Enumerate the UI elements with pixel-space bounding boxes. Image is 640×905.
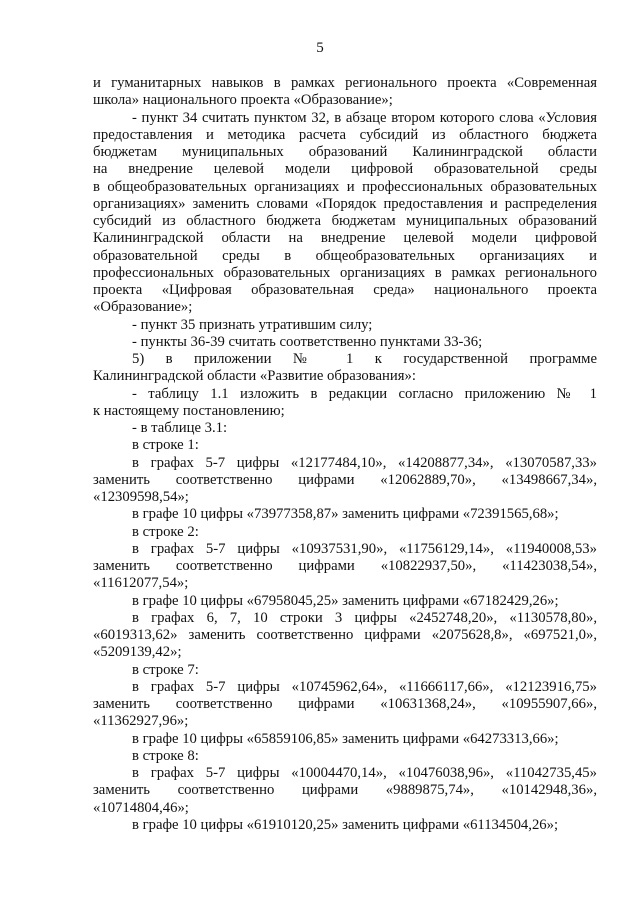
- text-line: проекта «Цифровая образовательная среда» национального проекта: [93, 282, 597, 298]
- text-line: и гуманитарных навыков в рамках регионального проекта «Современная: [93, 75, 597, 91]
- document-body: [93, 75, 597, 834]
- text-line: заменить соответственно цифрами «12062889,70», «13498667,34»,: [93, 471, 597, 488]
- text-line: в графах 6, 7, 10 строки 3 цифры «2452748,20», «1130578,80»,: [132, 609, 597, 626]
- text-line: заменить соответственно цифрами «10822937,50», «11423038,54»,: [93, 558, 597, 574]
- text-line: Калининградской области на внедрение целевой модели цифровой: [93, 230, 597, 247]
- text-line: заменить соответственно цифрами «10631368,24», «10955907,66»,: [93, 696, 597, 712]
- text-line: «6019313,62» заменить соответственно цифрами «2075628,8», «697521,0»,: [93, 627, 597, 643]
- text-line: в графах 5-7 цифры «12177484,10», «14208877,34», «13070587,33»: [132, 454, 597, 471]
- text-line: «10714804,46»;: [93, 799, 189, 816]
- text-line: в строке 2:: [132, 523, 199, 540]
- text-line: - пункт 34 считать пунктом 32, в абзаце втором которого слова «Условия: [132, 109, 597, 126]
- text-line: в строке 7:: [132, 661, 199, 678]
- text-line: «11362927,96»;: [93, 713, 189, 730]
- page-number: 5: [316, 40, 324, 56]
- text-line: в графах 5-7 цифры «10004470,14», «10476038,96», «11042735,45»: [132, 765, 597, 781]
- text-line: Калининградской области «Развитие образования»:: [93, 368, 416, 385]
- text-line: «5209139,42»;: [93, 644, 182, 661]
- text-line: бюджетам муниципальных образований Калининградской области: [93, 144, 597, 160]
- text-line: в строке 8:: [132, 747, 199, 764]
- text-line: к настоящему постановлению;: [93, 402, 285, 419]
- text-line: в графах 5-7 цифры «10745962,64», «11666117,66», «12123916,75»: [132, 678, 597, 695]
- text-line: в строке 1:: [132, 437, 199, 454]
- text-line: - пункт 35 признать утратившим силу;: [132, 316, 373, 333]
- text-line: на внедрение целевой модели цифровой образовательной среды: [93, 161, 597, 178]
- text-line: в графе 10 цифры «61910120,25» заменить цифрами «61134504,26»;: [132, 816, 559, 833]
- text-line: «11612077,54»;: [93, 575, 189, 592]
- text-line: - в таблице 3.1:: [132, 420, 228, 436]
- text-line: предоставления и методика расчета субсидий из областного бюджета: [93, 126, 597, 143]
- text-line: профессиональных образовательных организациях в рамках регионального: [93, 264, 597, 281]
- text-line: образовательной среды в общеобразовательных организациях и: [93, 247, 597, 264]
- text-line: «12309598,54»;: [93, 489, 189, 505]
- text-line: - пункты 36-39 считать соответственно пунктами 33-36;: [132, 333, 483, 350]
- text-line: в общеобразовательных организациях и профессиональных образовательных: [93, 178, 597, 195]
- text-line: в графе 10 цифры «73977358,87» заменить цифрами «72391565,68»;: [132, 506, 559, 523]
- text-line: - таблицу 1.1 изложить в редакции согласно приложению № 1: [132, 385, 597, 402]
- text-line: заменить соответственно цифрами «9889875,74», «10142948,36»,: [93, 782, 597, 799]
- text-line: в графах 5-7 цифры «10937531,90», «11756129,14», «11940008,53»: [132, 540, 597, 557]
- text-line: школа» национального проекта «Образование»;: [93, 92, 393, 109]
- text-line: 5) в приложении № 1 к государственной программе: [132, 351, 597, 367]
- text-line: в графе 10 цифры «65859106,85» заменить цифрами «64273313,66»;: [132, 730, 559, 747]
- text-line: организациях» заменить словами «Порядок предоставления и распределения: [93, 195, 597, 212]
- text-line: субсидий из областного бюджета бюджетам муниципальных образований: [93, 213, 597, 229]
- text-line: в графе 10 цифры «67958045,25» заменить цифрами «67182429,26»;: [132, 592, 559, 609]
- text-line: «Образование»;: [93, 299, 193, 316]
